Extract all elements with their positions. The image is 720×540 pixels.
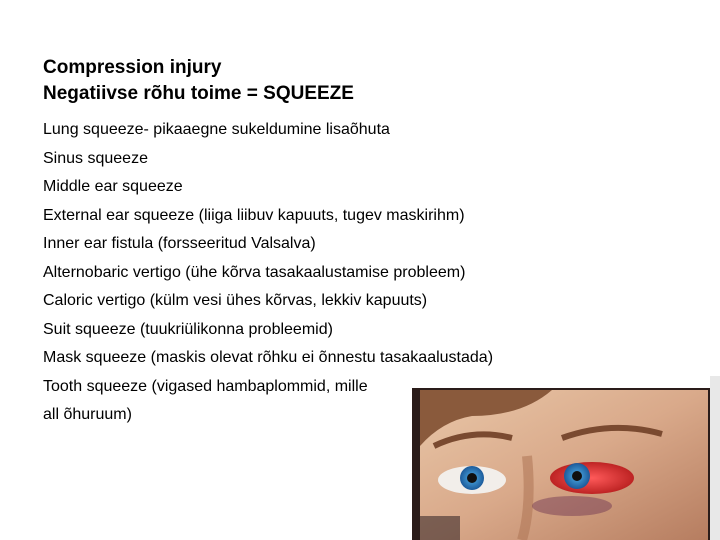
list-item: Sinus squeeze <box>43 149 148 167</box>
list-item: Lung squeeze- pikaaegne sukeldumine lisaõhuta <box>43 121 390 138</box>
list-item: all õhuruum) <box>43 406 132 423</box>
title-line-1: Compression injury <box>43 57 222 78</box>
list-item: Mask squeeze (maskis olevat rõhku ei õnnestu tasakaalustada) <box>43 349 494 366</box>
title-line-2: Negatiivse rõhu toime = SQUEEZE <box>43 83 354 104</box>
list-item: Caloric vertigo (külm vesi ühes kõrvas, lekkiv kapuuts) <box>43 292 428 309</box>
list-item: Tooth squeeze (vigased hambaplommid, mille <box>43 377 368 395</box>
list-item: External ear squeeze (liiga liibuv kapuuts, tugev maskirihm) <box>43 206 465 224</box>
slide-title <box>43 55 354 107</box>
list-item: Suit squeeze (tuukriülikonna probleemid) <box>43 320 333 338</box>
list-item: Inner ear fistula (forsseeritud Valsalva) <box>43 235 316 252</box>
list-item: Alternobaric vertigo (ühe kõrva tasakaalustamise probleem) <box>43 263 466 281</box>
list-item: Middle ear squeeze <box>43 178 183 195</box>
bloodshot-eye-photo <box>412 376 720 540</box>
